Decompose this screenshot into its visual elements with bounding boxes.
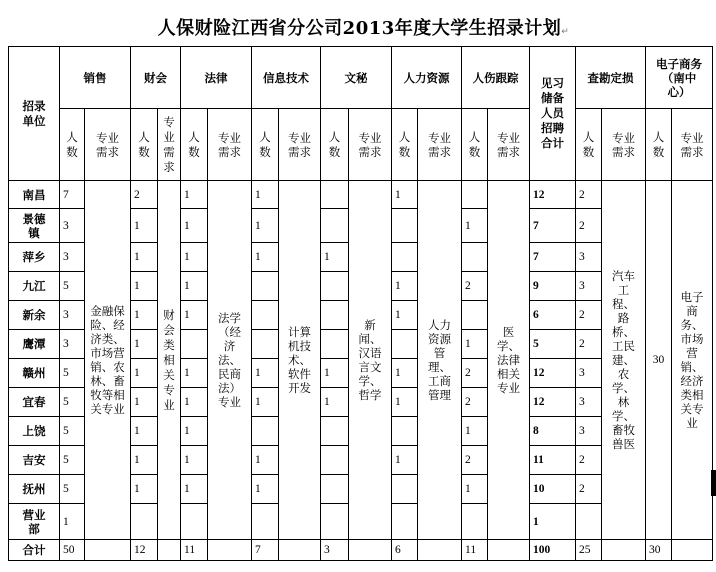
secretary-count: [321, 446, 349, 475]
law-count: [181, 330, 208, 359]
injury-count: 1: [462, 417, 488, 446]
injury-total: 11: [462, 540, 488, 561]
intern-total: 9: [530, 272, 576, 301]
sales-count: 1: [60, 504, 85, 540]
injury-count: 2: [462, 388, 488, 417]
header-need: 专业需求: [85, 109, 131, 181]
empty-cell: [208, 540, 252, 561]
it-majors: 计算机技术、软件开发: [279, 181, 321, 540]
injury-count: [462, 181, 488, 209]
header-need: 专业需求: [672, 109, 713, 181]
city-name: 新余: [9, 301, 60, 330]
intern-total: 7: [530, 243, 576, 272]
law-count: 1: [181, 181, 208, 209]
injury-count: 1: [462, 475, 488, 504]
city-name: 上饶: [9, 417, 60, 446]
sales-count: 5: [60, 417, 85, 446]
hr-count: 1: [392, 181, 418, 209]
hr-majors: 人力资源管理、工商管理: [418, 181, 462, 540]
header-need: 专业需求: [349, 109, 392, 181]
survey-count: 2: [576, 446, 602, 475]
finance-count: 1: [131, 388, 158, 417]
finance-count: 1: [131, 446, 158, 475]
secretary-majors: 新闻、汉语言文学、哲学: [349, 181, 392, 540]
header-count: 人数: [181, 109, 208, 181]
empty-cell: [672, 540, 713, 561]
intern-total: 8: [530, 417, 576, 446]
law-count: 1: [181, 388, 208, 417]
empty-cell: [85, 540, 131, 561]
hr-count: 1: [392, 301, 418, 330]
sales-count: 5: [60, 446, 85, 475]
finance-count: 1: [131, 301, 158, 330]
sales-count: 7: [60, 181, 85, 209]
secretary-count: [321, 504, 349, 540]
it-count: [252, 272, 279, 301]
injury-count: 2: [462, 446, 488, 475]
it-count: [252, 417, 279, 446]
grand-total: 100: [530, 540, 576, 561]
survey-count: 2: [576, 301, 602, 330]
injury-count: 2: [462, 359, 488, 388]
header-need: 专业需求: [602, 109, 646, 181]
it-count: [252, 301, 279, 330]
survey-total: 25: [576, 540, 602, 561]
finance-count: 2: [131, 181, 158, 209]
empty-cell: [602, 540, 646, 561]
intern-total: 12: [530, 181, 576, 209]
header-group-secretary: 文秘: [321, 47, 392, 109]
header-need: 专业需求: [158, 109, 181, 181]
law-count: 1: [181, 417, 208, 446]
secretary-count: 1: [321, 388, 349, 417]
hr-count: [392, 330, 418, 359]
secretary-count: [321, 301, 349, 330]
law-majors: 法学（经济法、民商法）专业: [208, 181, 252, 540]
law-count: 1: [181, 301, 208, 330]
empty-cell: [158, 540, 181, 561]
it-count: 1: [252, 359, 279, 388]
law-count: 1: [181, 243, 208, 272]
it-count: 1: [252, 209, 279, 243]
empty-cell: [279, 540, 321, 561]
secretary-count: 1: [321, 243, 349, 272]
document-title: [8, 14, 716, 40]
survey-count: [576, 504, 602, 540]
sales-count: 3: [60, 209, 85, 243]
hr-count: [392, 243, 418, 272]
hr-count: [392, 475, 418, 504]
intern-total: 7: [530, 209, 576, 243]
survey-count: 3: [576, 417, 602, 446]
survey-majors: 汽车工程、路桥、工民建、农学、林学、畜牧兽医: [602, 181, 646, 540]
header-group-survey: 查勘定损: [576, 47, 646, 109]
header-row-groups: [9, 47, 713, 109]
sales-count: 5: [60, 388, 85, 417]
header-need: 专业需求: [418, 109, 462, 181]
intern-total: 11: [530, 446, 576, 475]
hr-count: 1: [392, 446, 418, 475]
intern-total: 1: [530, 504, 576, 540]
header-count: 人数: [252, 109, 279, 181]
header-group-finance: 财会: [131, 47, 181, 109]
recruitment-table: [8, 46, 713, 561]
hr-count: [392, 417, 418, 446]
sales-count: 5: [60, 272, 85, 301]
totals-label: 合计: [9, 540, 60, 561]
city-name: 景德镇: [9, 209, 60, 243]
survey-count: 3: [576, 243, 602, 272]
city-name: 吉安: [9, 446, 60, 475]
sales-count: 3: [60, 330, 85, 359]
survey-count: 2: [576, 181, 602, 209]
finance-majors: 财会类相关专业: [158, 181, 181, 540]
header-group-injury: 人伤跟踪: [462, 47, 530, 109]
it-total: 7: [252, 540, 279, 561]
header-count: 人数: [462, 109, 488, 181]
city-name: 九江: [9, 272, 60, 301]
header-intern-total: 见习储备人员招聘合计: [530, 47, 576, 181]
law-total: 11: [181, 540, 208, 561]
secretary-count: 1: [321, 359, 349, 388]
survey-count: 2: [576, 475, 602, 504]
injury-majors: 医学、法律相关专业: [488, 181, 530, 540]
header-group-sales: 销售: [60, 47, 131, 109]
header-count: 人数: [576, 109, 602, 181]
secretary-count: [321, 475, 349, 504]
hr-total: 6: [392, 540, 418, 561]
header-unit: 招录单位: [9, 47, 60, 181]
city-name: 营业部: [9, 504, 60, 540]
totals-row: [9, 540, 713, 561]
it-count: 1: [252, 446, 279, 475]
header-count: 人数: [131, 109, 158, 181]
sales-count: 3: [60, 243, 85, 272]
sales-total: 50: [60, 540, 85, 561]
injury-count: [462, 301, 488, 330]
it-count: 1: [252, 388, 279, 417]
ecommerce-count: 30: [646, 181, 672, 540]
finance-count: 1: [131, 272, 158, 301]
it-count: [252, 330, 279, 359]
finance-total: 12: [131, 540, 158, 561]
finance-count: 1: [131, 475, 158, 504]
hr-count: 1: [392, 272, 418, 301]
survey-count: 3: [576, 272, 602, 301]
city-name: 抚州: [9, 475, 60, 504]
city-name: 赣州: [9, 359, 60, 388]
hr-count: [392, 504, 418, 540]
it-count: 1: [252, 181, 279, 209]
survey-count: 3: [576, 388, 602, 417]
header-count: 人数: [60, 109, 85, 181]
finance-count: 1: [131, 209, 158, 243]
city-name: 宜春: [9, 388, 60, 417]
finance-count: 1: [131, 330, 158, 359]
injury-count: 2: [462, 272, 488, 301]
empty-cell: [349, 540, 392, 561]
law-count: 1: [181, 475, 208, 504]
city-name: 鹰潭: [9, 330, 60, 359]
header-group-it: 信息技术: [252, 47, 321, 109]
law-count: 1: [181, 272, 208, 301]
injury-count: [462, 243, 488, 272]
title-text: 人保财险江西省分公司2013年度大学生招录计划: [157, 18, 562, 39]
secretary-count: [321, 181, 349, 209]
hr-count: 1: [392, 388, 418, 417]
law-count: [181, 504, 208, 540]
secretary-count: [321, 209, 349, 243]
table-row: [9, 181, 713, 209]
ecommerce-majors: 电子商务、市场营销、经济类相关专业: [672, 181, 713, 540]
survey-count: 2: [576, 330, 602, 359]
it-count: 1: [252, 243, 279, 272]
city-name: 南昌: [9, 181, 60, 209]
finance-count: 1: [131, 359, 158, 388]
intern-total: 12: [530, 388, 576, 417]
sales-count: 5: [60, 359, 85, 388]
hr-count: [392, 209, 418, 243]
header-need: 专业需求: [488, 109, 530, 181]
header-count: 人数: [646, 109, 672, 181]
empty-cell: [418, 540, 462, 561]
header-count: 人数: [392, 109, 418, 181]
header-group-hr: 人力资源: [392, 47, 462, 109]
survey-count: 2: [576, 209, 602, 243]
sales-count: 5: [60, 475, 85, 504]
header-group-ecommerce: 电子商务（南中心）: [646, 47, 713, 109]
header-need: 专业需求: [279, 109, 321, 181]
ecommerce-total: 30: [646, 540, 672, 561]
intern-total: 12: [530, 359, 576, 388]
finance-count: 1: [131, 417, 158, 446]
empty-cell: [488, 540, 530, 561]
sales-majors: 金融保险、经济类、市场营销、农林、畜牧等相关专业: [85, 181, 131, 540]
finance-count: [131, 504, 158, 540]
injury-count: 1: [462, 209, 488, 243]
paragraph-mark: ↵: [561, 27, 570, 37]
sales-count: 3: [60, 301, 85, 330]
law-count: 1: [181, 359, 208, 388]
finance-count: 1: [131, 243, 158, 272]
header-count: 人数: [321, 109, 349, 181]
secretary-count: [321, 272, 349, 301]
intern-total: 10: [530, 475, 576, 504]
survey-count: 3: [576, 359, 602, 388]
header-group-law: 法律: [181, 47, 252, 109]
secretary-total: 3: [321, 540, 349, 561]
hr-count: 1: [392, 359, 418, 388]
injury-count: [462, 504, 488, 540]
it-count: [252, 504, 279, 540]
header-row-sub: [9, 109, 713, 181]
city-name: 萍乡: [9, 243, 60, 272]
secretary-count: [321, 417, 349, 446]
law-count: 1: [181, 209, 208, 243]
intern-total: 5: [530, 330, 576, 359]
injury-count: 1: [462, 330, 488, 359]
secretary-count: [321, 330, 349, 359]
intern-total: 6: [530, 301, 576, 330]
header-need: 专业需求: [208, 109, 252, 181]
law-count: 1: [181, 446, 208, 475]
it-count: 1: [252, 475, 279, 504]
